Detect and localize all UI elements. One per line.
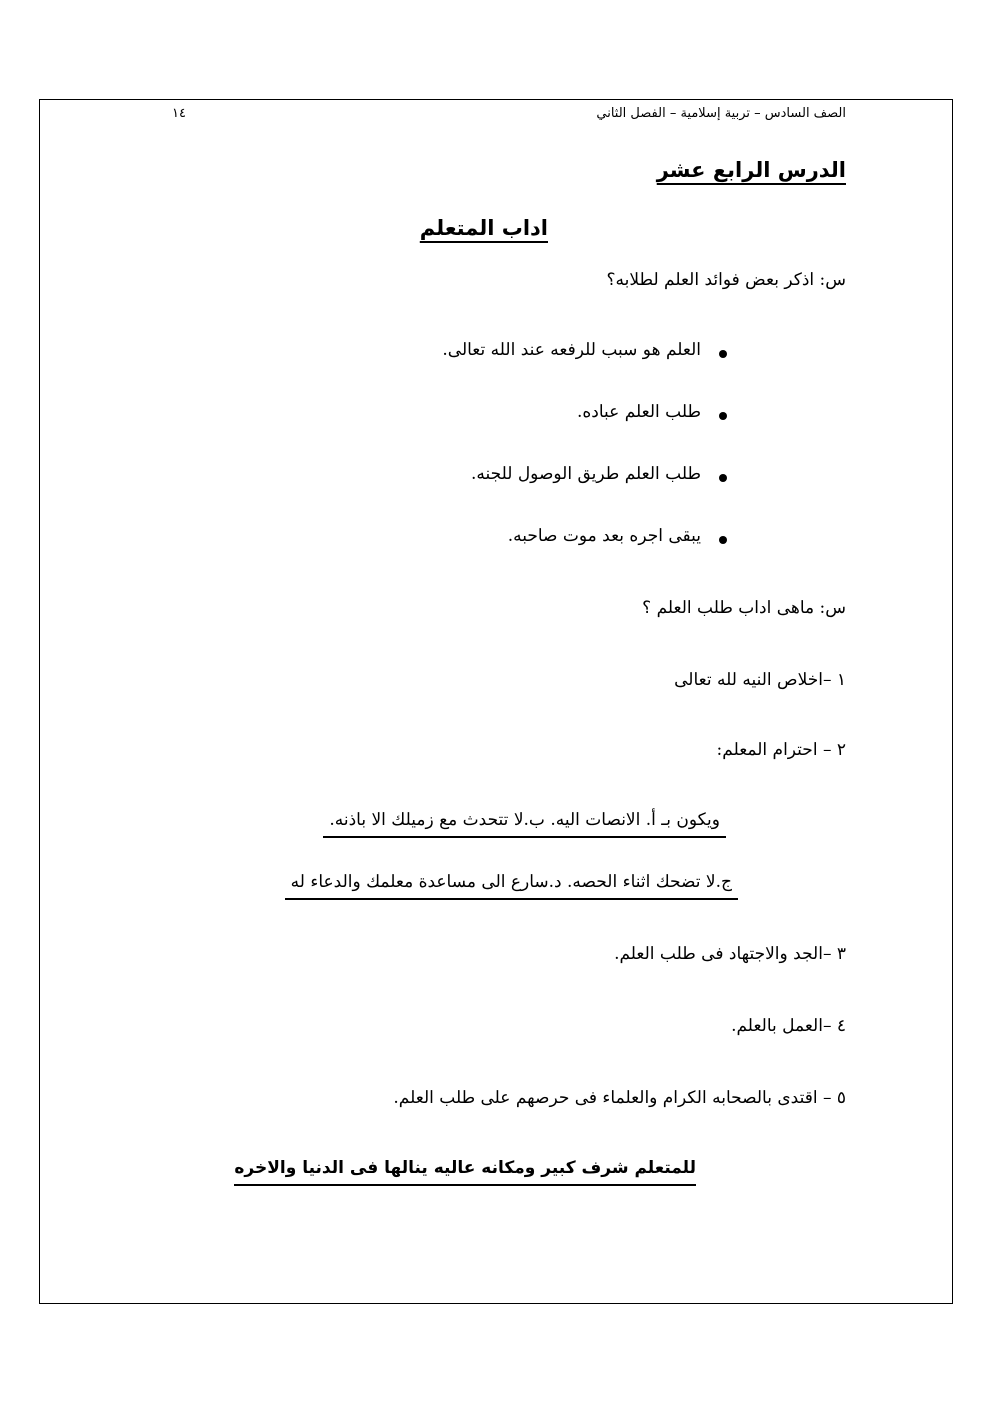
question-etiquettes: س: ماهى اداب طلب العلم ؟ [642,598,846,618]
etiquette-2-details-a: ويكون بـ أ. الانصات اليه. ب.لا تتحدث مع زميلك الا باذنه. [323,810,726,838]
bullet-icon [719,412,727,420]
etiquette-5: ٥ – اقتدى بالصحابه الكرام والعلماء فى حرصهم على طلب العلم. [393,1088,846,1108]
etiquette-3: ٣ –الجد والاجتهاد فى طلب العلم. [614,944,846,964]
bullet-icon [719,350,727,358]
list-item: يبقى اجره بعد موت صاحبه. [507,526,701,546]
question-benefits: س: اذكر بعض فوائد العلم لطلابه؟ [606,270,846,290]
header-course: الصف السادس – تربية إسلامية – الفصل الثاني [596,106,846,121]
topic-title: اداب المتعلم [419,216,548,240]
etiquette-2: ٢ – احترام المعلم: [716,740,846,760]
list-item: العلم هو سبب للرفعه عند الله تعالى. [442,340,701,360]
list-item: طلب العلم عباده. [576,402,701,422]
list-item: طلب العلم طريق الوصول للجنه. [470,464,701,484]
etiquette-1: ١ –اخلاص النيه لله تعالى [674,670,846,690]
closing-statement: للمتعلم شرف كبير ومكانه عاليه ينالها فى الدنيا والاخره [234,1158,696,1186]
etiquette-4: ٤ –العمل بالعلم. [731,1016,846,1036]
etiquette-2-details-b: ج.لا تضحك اثناء الحصه. د.سارع الى مساعدة معلمك والدعاء له [285,872,738,900]
bullet-icon [719,536,727,544]
lesson-title: الدرس الرابع عشر [656,158,846,182]
bullet-icon [719,474,727,482]
header-page-number: ١٤ [172,106,186,121]
